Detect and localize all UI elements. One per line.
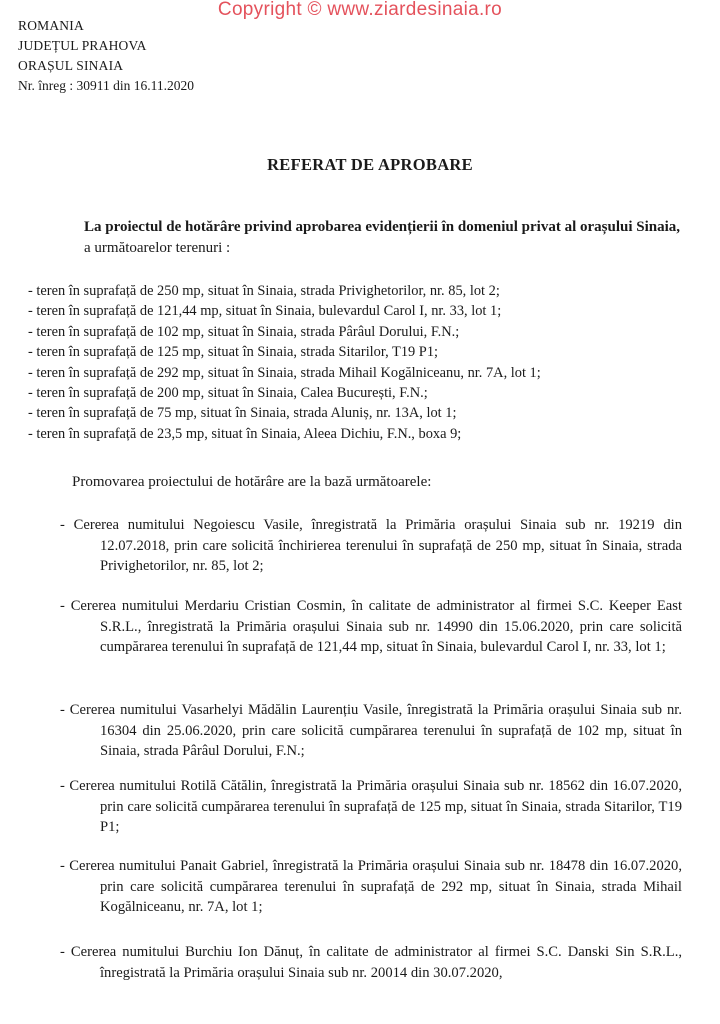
header-town: ORAȘUL SINAIA	[18, 58, 124, 73]
request-paragraph	[60, 776, 682, 838]
request-text: - Cererea numitului Rotilă Cătălin, înregistrată la Primăria orașului Sinaia sub nr. 18562 din 16.07.2020, prin care solicită cumpărarea terenului în suprafață de 125 mp, situat în Sinaia, strada Sitarilor, T19 P1;	[60, 778, 682, 836]
promotion-heading: Promovarea proiectului de hotărâre are la bază următoarele:	[72, 474, 432, 490]
terrain-item: - teren în suprafață de 121,44 mp, situat în Sinaia, bulevardul Carol I, nr. 33, lot 1;	[28, 303, 502, 320]
terrain-item: - teren în suprafață de 102 mp, situat în Sinaia, strada Pârâul Dorului, F.N.;	[28, 323, 460, 340]
document-title: REFERAT DE APROBARE	[267, 155, 473, 174]
request-text: - Cererea numitului Panait Gabriel, înregistrată la Primăria orașului Sinaia sub nr. 18478 din 16.07.2020, prin care solicită cumpărarea terenului în suprafață de 292 mp, situat în Sinaia, strada Mihail Kogălniceanu, nr. 7A, lot 1;	[60, 858, 682, 916]
request-paragraph	[60, 515, 682, 577]
terrain-item: - teren în suprafață de 75 mp, situat în Sinaia, strada Aluniș, nr. 13A, lot 1;	[28, 405, 457, 422]
terrain-item: - teren în suprafață de 23,5 mp, situat în Sinaia, Aleea Dichiu, F.N., boxa 9;	[28, 425, 462, 442]
copyright-watermark: Copyright © www.ziardesinaia.ro	[217, 0, 503, 20]
request-text: - Cererea numitului Negoiescu Vasile, înregistrată la Primăria orașului Sinaia sub nr. 19219 din 12.07.2018, prin care solicită închirierea terenului în suprafață de 250 mp, situat în Sinaia, strada Privighetorilor, nr. 85, lot 2;	[60, 517, 682, 575]
header-country: ROMANIA	[18, 18, 84, 33]
registration-number: Nr. înreg : 30911 din 16.11.2020	[18, 78, 194, 93]
terrain-item: - teren în suprafață de 292 mp, situat în Sinaia, strada Mihail Kogălniceanu, nr. 7A, lot 1;	[28, 364, 541, 381]
document-header	[18, 16, 194, 96]
request-paragraph	[60, 596, 682, 658]
request-paragraph	[60, 700, 682, 762]
request-text: - Cererea numitului Merdariu Cristian Cosmin, în calitate de administrator al firmei S.C. Keeper East S.R.L., înregistrată la Primăria orașului Sinaia sub nr. 14990 din 15.06.2020, prin care solicită cumpărarea terenului în suprafață de 121,44 mp, situat în Sinaia, bulevardul Carol I, nr. 33, lot 1;	[60, 598, 682, 656]
request-text: - Cererea numitului Vasarhelyi Mădălin Laurențiu Vasile, înregistrată la Primăria orașului Sinaia sub nr. 16304 din 25.06.2020, prin care solicită cumpărarea terenului în suprafață de 102 mp, situat în Sinaia, strada Pârâul Dorului, F.N.;	[60, 702, 682, 760]
terrain-item: - teren în suprafață de 250 mp, situat în Sinaia, strada Privighetorilor, nr. 85, lot 2;	[28, 283, 500, 299]
terrain-item: - teren în suprafață de 200 mp, situat în Sinaia, Calea București, F.N.;	[28, 385, 428, 402]
terrain-item: - teren în suprafață de 125 mp, situat în Sinaia, strada Sitarilor, T19 P1;	[28, 344, 439, 361]
intro-normal-text: a următoarelor terenuri :	[84, 240, 231, 256]
request-paragraph	[60, 942, 682, 983]
request-paragraph	[60, 856, 682, 918]
terrain-list	[28, 281, 708, 444]
intro-paragraph	[84, 217, 680, 259]
header-county: JUDEȚUL PRAHOVA	[18, 38, 147, 53]
request-text: - Cererea numitului Burchiu Ion Dănuț, în calitate de administrator al firmei S.C. Danski Sin S.R.L., înregistrată la Primăria orașului Sinaia sub nr. 20014 din 30.07.2020,	[60, 944, 682, 981]
intro-bold-text: La proiectul de hotărâre privind aprobarea evidențierii în domeniul privat al orașului Sinaia,	[84, 219, 681, 235]
